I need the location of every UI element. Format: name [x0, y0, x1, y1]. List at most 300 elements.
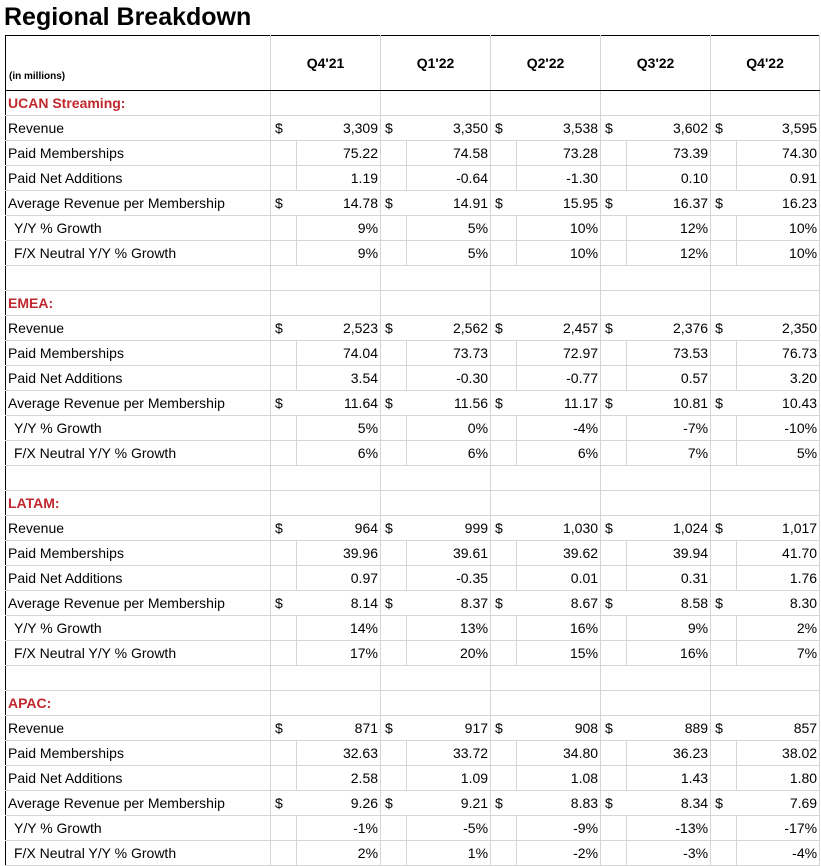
currency-cell [381, 141, 407, 166]
value-cell: 3,602 [627, 116, 711, 141]
currency-cell [491, 616, 517, 641]
value-cell: 14.91 [407, 191, 491, 216]
row-label: Paid Memberships [6, 341, 271, 366]
currency-cell: $ [601, 191, 627, 216]
quarter-header: Q2'22 [491, 36, 601, 91]
currency-cell: $ [491, 591, 517, 616]
value-cell: 11.17 [517, 391, 601, 416]
currency-cell [271, 816, 297, 841]
empty-cell [491, 466, 601, 491]
empty-cell [711, 266, 820, 291]
table-row [6, 416, 820, 441]
value-cell: 73.28 [517, 141, 601, 166]
empty-cell [601, 466, 711, 491]
currency-cell [601, 416, 627, 441]
row-label: Paid Memberships [6, 141, 271, 166]
value-cell: 2.58 [297, 766, 381, 791]
empty-cell [491, 266, 601, 291]
quarter-header: Q4'21 [271, 36, 381, 91]
value-cell: -5% [407, 816, 491, 841]
currency-cell: $ [381, 716, 407, 741]
currency-cell: $ [601, 391, 627, 416]
value-cell: -9% [517, 816, 601, 841]
empty-cell [381, 666, 491, 691]
empty-cell [711, 291, 820, 316]
table-row [6, 541, 820, 566]
value-cell: 1.19 [297, 166, 381, 191]
currency-cell [601, 216, 627, 241]
quarter-header: Q4'22 [711, 36, 820, 91]
currency-cell [381, 616, 407, 641]
currency-cell: $ [271, 116, 297, 141]
value-cell: 2,562 [407, 316, 491, 341]
value-cell: 9% [297, 216, 381, 241]
value-cell: 0.97 [297, 566, 381, 591]
value-cell: 0.91 [737, 166, 820, 191]
currency-cell: $ [491, 316, 517, 341]
empty-cell [271, 291, 381, 316]
value-cell: 2,457 [517, 316, 601, 341]
value-cell: 1.76 [737, 566, 820, 591]
currency-cell [271, 216, 297, 241]
value-cell: 3,350 [407, 116, 491, 141]
value-cell: 8.30 [737, 591, 820, 616]
value-cell: 16.23 [737, 191, 820, 216]
currency-cell [491, 641, 517, 666]
value-cell: 0.10 [627, 166, 711, 191]
value-cell: 39.61 [407, 541, 491, 566]
empty-cell [601, 266, 711, 291]
value-cell: 16% [627, 641, 711, 666]
value-cell: 1.08 [517, 766, 601, 791]
value-cell: 1,030 [517, 516, 601, 541]
spacer-row [6, 266, 820, 291]
row-label: F/X Neutral Y/Y % Growth [6, 641, 271, 666]
empty-cell [381, 491, 491, 516]
currency-cell [711, 816, 737, 841]
header-row [6, 36, 820, 91]
currency-cell [491, 141, 517, 166]
currency-cell: $ [711, 191, 737, 216]
value-cell: -0.30 [407, 366, 491, 391]
currency-cell [381, 441, 407, 466]
currency-cell [601, 641, 627, 666]
value-cell: 33.72 [407, 741, 491, 766]
currency-cell [601, 241, 627, 266]
currency-cell [381, 541, 407, 566]
table-row [6, 716, 820, 741]
currency-cell [271, 341, 297, 366]
row-label: Average Revenue per Membership [6, 791, 271, 816]
value-cell: 10% [517, 216, 601, 241]
currency-cell [381, 366, 407, 391]
value-cell: 3.54 [297, 366, 381, 391]
value-cell: 2,523 [297, 316, 381, 341]
empty-cell [491, 291, 601, 316]
currency-cell [711, 416, 737, 441]
row-label: Revenue [6, 516, 271, 541]
value-cell: -1.30 [517, 166, 601, 191]
currency-cell [601, 441, 627, 466]
empty-cell [601, 491, 711, 516]
table-row [6, 191, 820, 216]
currency-cell: $ [381, 516, 407, 541]
value-cell: 5% [407, 216, 491, 241]
row-label: Revenue [6, 716, 271, 741]
currency-cell [271, 641, 297, 666]
currency-cell [271, 766, 297, 791]
currency-cell [601, 766, 627, 791]
value-cell: -2% [517, 841, 601, 866]
value-cell: -7% [627, 416, 711, 441]
currency-cell [601, 141, 627, 166]
currency-cell: $ [601, 791, 627, 816]
page-title: Regional Breakdown [4, 3, 252, 31]
table-row [6, 366, 820, 391]
currency-cell [271, 541, 297, 566]
row-label: Paid Net Additions [6, 366, 271, 391]
currency-cell [601, 341, 627, 366]
value-cell: 8.67 [517, 591, 601, 616]
empty-cell [711, 91, 820, 116]
empty-cell [491, 691, 601, 716]
section-name: UCAN Streaming: [6, 91, 271, 116]
value-cell: 8.14 [297, 591, 381, 616]
table-row [6, 566, 820, 591]
row-label: F/X Neutral Y/Y % Growth [6, 441, 271, 466]
currency-cell [491, 366, 517, 391]
table-row [6, 391, 820, 416]
section-header-row [6, 291, 820, 316]
value-cell: -3% [627, 841, 711, 866]
value-cell: 74.58 [407, 141, 491, 166]
empty-cell [711, 466, 820, 491]
currency-cell: $ [271, 791, 297, 816]
value-cell: 917 [407, 716, 491, 741]
currency-cell: $ [711, 391, 737, 416]
currency-cell [601, 566, 627, 591]
empty-cell [601, 291, 711, 316]
currency-cell: $ [491, 191, 517, 216]
currency-cell [271, 416, 297, 441]
empty-cell [381, 691, 491, 716]
table-row [6, 316, 820, 341]
empty-cell [491, 666, 601, 691]
row-label: Paid Net Additions [6, 766, 271, 791]
empty-cell [271, 691, 381, 716]
value-cell: -1% [297, 816, 381, 841]
currency-cell [711, 366, 737, 391]
value-cell: -10% [737, 416, 820, 441]
value-cell: 2% [737, 616, 820, 641]
section-header-row [6, 491, 820, 516]
value-cell: 2,376 [627, 316, 711, 341]
row-label: F/X Neutral Y/Y % Growth [6, 841, 271, 866]
value-cell: 13% [407, 616, 491, 641]
currency-cell [381, 741, 407, 766]
value-cell: 7.69 [737, 791, 820, 816]
value-cell: 871 [297, 716, 381, 741]
currency-cell: $ [271, 516, 297, 541]
currency-cell: $ [491, 516, 517, 541]
value-cell: 74.30 [737, 141, 820, 166]
section-header-row [6, 91, 820, 116]
value-cell: -0.77 [517, 366, 601, 391]
currency-cell [711, 741, 737, 766]
value-cell: 1,024 [627, 516, 711, 541]
value-cell: 999 [407, 516, 491, 541]
value-cell: 39.96 [297, 541, 381, 566]
currency-cell: $ [491, 116, 517, 141]
currency-cell [711, 241, 737, 266]
currency-cell [491, 241, 517, 266]
value-cell: 7% [737, 641, 820, 666]
table-row [6, 791, 820, 816]
value-cell: 0.31 [627, 566, 711, 591]
empty-cell [601, 91, 711, 116]
value-cell: 10% [517, 241, 601, 266]
value-cell: 6% [407, 441, 491, 466]
currency-cell [491, 766, 517, 791]
currency-cell: $ [711, 791, 737, 816]
currency-cell [711, 141, 737, 166]
value-cell: 9% [297, 241, 381, 266]
currency-cell [381, 341, 407, 366]
quarter-header: Q3'22 [601, 36, 711, 91]
value-cell: 10.43 [737, 391, 820, 416]
value-cell: 15.95 [517, 191, 601, 216]
currency-cell [601, 166, 627, 191]
empty-cell [711, 666, 820, 691]
value-cell: 7% [627, 441, 711, 466]
quarter-header: Q1'22 [381, 36, 491, 91]
value-cell: 0.57 [627, 366, 711, 391]
currency-cell [381, 841, 407, 866]
value-cell: 10.81 [627, 391, 711, 416]
currency-cell [271, 741, 297, 766]
empty-cell [711, 491, 820, 516]
section-name: APAC: [6, 691, 271, 716]
table-row [6, 216, 820, 241]
spacer-row [6, 466, 820, 491]
value-cell: 9.21 [407, 791, 491, 816]
value-cell: 8.37 [407, 591, 491, 616]
currency-cell [711, 616, 737, 641]
table-row [6, 616, 820, 641]
row-label: Paid Memberships [6, 541, 271, 566]
currency-cell [271, 166, 297, 191]
value-cell: 14% [297, 616, 381, 641]
currency-cell [711, 541, 737, 566]
value-cell: -4% [737, 841, 820, 866]
empty-cell [6, 266, 271, 291]
currency-cell [601, 741, 627, 766]
row-label: Y/Y % Growth [6, 216, 271, 241]
currency-cell [601, 616, 627, 641]
empty-cell [381, 291, 491, 316]
value-cell: -17% [737, 816, 820, 841]
value-cell: 6% [517, 441, 601, 466]
value-cell: 3,595 [737, 116, 820, 141]
currency-cell [381, 566, 407, 591]
value-cell: 16.37 [627, 191, 711, 216]
table-row [6, 816, 820, 841]
currency-cell [711, 641, 737, 666]
table-row [6, 516, 820, 541]
value-cell: 5% [737, 441, 820, 466]
currency-cell [381, 241, 407, 266]
currency-cell [381, 416, 407, 441]
currency-cell [601, 841, 627, 866]
empty-cell [271, 266, 381, 291]
regional-breakdown-table [5, 35, 820, 866]
value-cell: 73.73 [407, 341, 491, 366]
currency-cell [491, 441, 517, 466]
currency-cell [711, 441, 737, 466]
value-cell: 34.80 [517, 741, 601, 766]
units-label: (in millions) [6, 36, 271, 91]
value-cell: 39.62 [517, 541, 601, 566]
empty-cell [711, 691, 820, 716]
currency-cell [271, 366, 297, 391]
value-cell: 1% [407, 841, 491, 866]
currency-cell [271, 841, 297, 866]
row-label: Revenue [6, 316, 271, 341]
value-cell: 75.22 [297, 141, 381, 166]
value-cell: 8.34 [627, 791, 711, 816]
currency-cell: $ [601, 716, 627, 741]
currency-cell: $ [381, 591, 407, 616]
value-cell: 3,538 [517, 116, 601, 141]
value-cell: 2,350 [737, 316, 820, 341]
currency-cell [601, 541, 627, 566]
currency-cell [381, 766, 407, 791]
table-row [6, 741, 820, 766]
currency-cell: $ [491, 391, 517, 416]
value-cell: 20% [407, 641, 491, 666]
empty-cell [381, 466, 491, 491]
section-name: EMEA: [6, 291, 271, 316]
row-label: Y/Y % Growth [6, 416, 271, 441]
row-label: Average Revenue per Membership [6, 391, 271, 416]
currency-cell: $ [711, 116, 737, 141]
currency-cell [601, 816, 627, 841]
value-cell: 2% [297, 841, 381, 866]
currency-cell: $ [711, 716, 737, 741]
currency-cell [491, 341, 517, 366]
value-cell: -0.64 [407, 166, 491, 191]
row-label: Average Revenue per Membership [6, 191, 271, 216]
value-cell: 73.53 [627, 341, 711, 366]
value-cell: 857 [737, 716, 820, 741]
currency-cell: $ [271, 316, 297, 341]
row-label: F/X Neutral Y/Y % Growth [6, 241, 271, 266]
currency-cell [381, 216, 407, 241]
value-cell: 73.39 [627, 141, 711, 166]
value-cell: 72.97 [517, 341, 601, 366]
value-cell: 9.26 [297, 791, 381, 816]
currency-cell [491, 166, 517, 191]
value-cell: 36.23 [627, 741, 711, 766]
currency-cell: $ [381, 791, 407, 816]
currency-cell: $ [381, 116, 407, 141]
currency-cell: $ [711, 591, 737, 616]
value-cell: 12% [627, 241, 711, 266]
value-cell: 10% [737, 241, 820, 266]
empty-cell [491, 491, 601, 516]
currency-cell [711, 166, 737, 191]
table-row [6, 766, 820, 791]
value-cell: 1.09 [407, 766, 491, 791]
currency-cell [271, 441, 297, 466]
empty-cell [6, 666, 271, 691]
value-cell: 889 [627, 716, 711, 741]
row-label: Revenue [6, 116, 271, 141]
table-row [6, 591, 820, 616]
value-cell: 5% [407, 241, 491, 266]
currency-cell [271, 566, 297, 591]
value-cell: 74.04 [297, 341, 381, 366]
currency-cell [381, 166, 407, 191]
currency-cell: $ [711, 516, 737, 541]
value-cell: 1,017 [737, 516, 820, 541]
currency-cell: $ [381, 191, 407, 216]
currency-cell: $ [271, 716, 297, 741]
currency-cell [491, 566, 517, 591]
currency-cell [271, 141, 297, 166]
value-cell: 6% [297, 441, 381, 466]
currency-cell: $ [381, 391, 407, 416]
currency-cell: $ [491, 716, 517, 741]
spacer-row [6, 666, 820, 691]
row-label: Y/Y % Growth [6, 816, 271, 841]
value-cell: 12% [627, 216, 711, 241]
currency-cell [381, 641, 407, 666]
currency-cell: $ [271, 391, 297, 416]
value-cell: 14.78 [297, 191, 381, 216]
currency-cell [491, 216, 517, 241]
value-cell: 15% [517, 641, 601, 666]
row-label: Paid Memberships [6, 741, 271, 766]
empty-cell [601, 691, 711, 716]
empty-cell [6, 466, 271, 491]
table-row [6, 641, 820, 666]
currency-cell [271, 616, 297, 641]
currency-cell [491, 541, 517, 566]
table-row [6, 441, 820, 466]
value-cell: 3.20 [737, 366, 820, 391]
table-body [6, 36, 820, 866]
table-row [6, 116, 820, 141]
row-label: Paid Net Additions [6, 166, 271, 191]
currency-cell: $ [381, 316, 407, 341]
currency-cell: $ [601, 591, 627, 616]
currency-cell [271, 241, 297, 266]
row-label: Average Revenue per Membership [6, 591, 271, 616]
currency-cell [491, 841, 517, 866]
currency-cell: $ [601, 516, 627, 541]
currency-cell [491, 816, 517, 841]
currency-cell [711, 216, 737, 241]
empty-cell [271, 666, 381, 691]
empty-cell [271, 466, 381, 491]
value-cell: 38.02 [737, 741, 820, 766]
currency-cell: $ [601, 116, 627, 141]
value-cell: 32.63 [297, 741, 381, 766]
value-cell: 11.64 [297, 391, 381, 416]
table-row [6, 841, 820, 866]
currency-cell [711, 566, 737, 591]
